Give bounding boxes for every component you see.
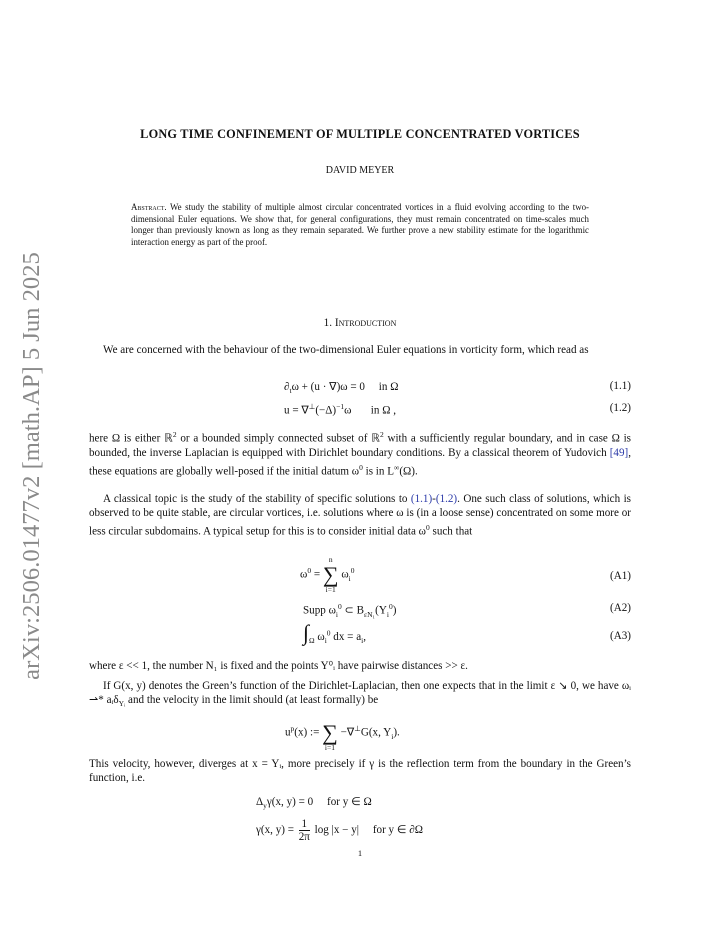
arxiv-stamp: arXiv:2506.01477v2 [math.AP] 5 Jun 2025 (18, 252, 45, 680)
section-heading: 1. Introduction (323, 317, 397, 329)
equation-a2: Supp $\omega_i^0$ ⊂ $B_{\varepsilon N_1}(Y_i^0)$ (303, 602, 397, 619)
equation-ref-link[interactable]: (1.1) (410, 493, 433, 505)
equation-ref-link[interactable]: (1.2) (435, 493, 458, 505)
abstract-text: We study the stability of multiple almost circular concentrated vortices in a fluid evolving according to the two-dimensional Euler equations. We show that, for general configurations, they must remain concentrated on time-scales much longer than previously known as long as they remain separated. We further prove a new stability estimate for the logarithmic interaction energy as part of the proof. (131, 202, 590, 247)
equation-reflection-boundary: γ(x, y) = $\frac{1}{2\pi}$ log |x − y| for y ∈ ∂Ω (256, 818, 424, 843)
paragraph-divergence: This velocity, however, diverges at x = Yᵢ, more precisely if γ is the reflection term from the boundary in the Green’s function, i.e. (89, 758, 631, 785)
equation-1-1-label: (1.1) (609, 380, 631, 392)
equation-1-2: $u = \nabla^\perp(-\Delta)^{-1}\omega$ in Ω , (284, 402, 397, 417)
equation-reflection-laplace: $\Delta_y\gamma(x$, y) = 0 for y ∈ Ω (256, 796, 372, 811)
equation-a3: $\int_\Omega$ $\omega_i^0$ dx = $a_i$, (303, 620, 367, 646)
equation-1-2-label: (1.2) (609, 402, 631, 414)
paragraph-intro: We are concerned with the behaviour of the two-dimensional Euler equations in vorticity form, which read as (103, 344, 589, 356)
equation-a1: $\omega^0$ = n ∑ i=1 $\omega_i^0$ (300, 555, 355, 594)
paper-title: LONG TIME CONFINEMENT OF MULTIPLE CONCENTRATED VORTICES (140, 127, 580, 141)
equation-a1-label: (A1) (610, 570, 631, 582)
paragraph-assumptions: where ε << 1, the number N₁ is fixed and the points Y⁰ᵢ have pairwise distances >> ε. (89, 660, 468, 672)
citation-link[interactable]: [49] (609, 447, 629, 460)
equation-a2-label: (A2) (610, 602, 631, 614)
page-number: 1 (357, 848, 363, 858)
equation-a3-label: (A3) (610, 630, 631, 642)
paragraph-green-function: If G(x, y) denotes the Green’s function of the Dirichlet-Laplacian, then one expects that in the limit ε ↘ 0, we have ωᵢ ⇀* aᵢδ$_{Yᵢ}$ and the velocity in the limit should (at least formally) be (89, 680, 631, 709)
equation-1-1: $\partial_t\omega + (u \cdot \nabla)\omega = 0$ in Ω (284, 381, 399, 396)
author-name: DAVID MEYER (325, 165, 395, 176)
abstract-label: Abstract. (131, 202, 167, 212)
paragraph-domain: here Ω is either ℝ$^2$ or a bounded simply connected subset of ℝ$^2$ with a sufficiently regular boundary, and in case Ω is bounded, the inverse Laplacian is equipped with Dirichlet boundary conditions. By a classical theorem of Yudovich [49], these equations are globally well-posed if the initial datum $\omega^0$ is in L∞(Ω). (89, 430, 631, 478)
paragraph-stability: A classical topic is the study of the stability of specific solutions to (1.1)-(1.2). One such class of solutions, which is observed to be quite stable, are circular vortices, i.e. solutions where ω is (in a loose sense) concentrated on some more or less circular subdomains. A typical setup for this is to consider initial data $\omega^0$ such that (89, 493, 631, 538)
abstract (131, 202, 589, 248)
equation-velocity: $u^p(x)$ := ∑ i=1 −∇⊥G(x, $Y_i$). (285, 720, 400, 752)
